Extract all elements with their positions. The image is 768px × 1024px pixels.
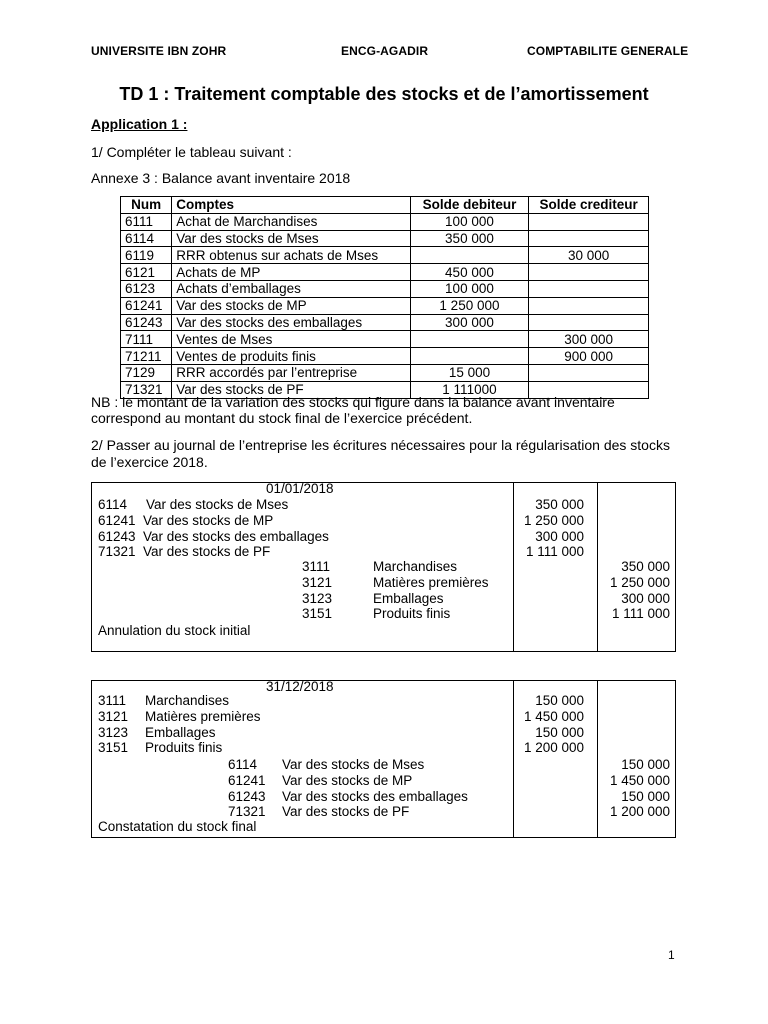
header-comptes: Comptes [172,197,410,214]
credit-account-number: 3111 [302,559,331,574]
credit-account-label: Emballages [373,590,444,606]
balance-header-row [121,197,649,214]
credit-account-number: 3151 [302,606,333,622]
account-number: 61243 [121,314,172,331]
question-2-line-1: 2/ Passer au journal de l’entreprise les écritures nécessaires pour la régularisation des stocks [91,437,670,453]
debit-account-label: Var des stocks de PF [143,544,271,560]
nb-line-2: correspond au montant du stock final de l’exercice précédent. [91,410,473,426]
credit-account-number: 3121 [302,574,333,590]
credit-account-label: Matières premières [373,574,489,590]
debit-balance [410,247,529,264]
nb-line-1: NB : le montant de la variation des stocks qui figure dans la balance avant inventaire [91,394,615,410]
header-debit: Solde debiteur [410,197,529,214]
debit-account-label: Marchandises [145,693,230,708]
table-row [121,331,649,348]
account-name: RRR obtenus sur achats de Mses [172,247,410,264]
account-name: Var des stocks de Mses [172,230,410,247]
account-name: Var des stocks de MP [172,297,410,314]
debit-balance: 350 000 [410,230,529,247]
debit-account-label: Var des stocks de Mses [146,497,289,512]
journal-libelle: Annulation du stock initial [98,623,251,638]
debit-balance [410,331,529,348]
credit-account-label: Var des stocks de Mses [282,757,425,772]
credit-account-number: 61243 [228,788,266,804]
journal-date: 01/01/2018 [266,481,334,496]
debit-amount: 1 200 000 [523,740,584,756]
debit-account-number: 3151 [98,740,129,756]
journal-libelle: Constatation du stock final [98,819,257,834]
credit-amount: 350 000 [621,559,670,574]
annexe-label: Annexe 3 : Balance avant inventaire 2018 [91,170,351,186]
credit-balance [529,213,649,230]
debit-account-number: 3111 [98,693,127,708]
credit-amount: 300 000 [621,590,670,606]
debit-column-divider [513,681,514,837]
account-name: Achat de Marchandises [172,213,410,230]
credit-amount: 1 250 000 [609,574,670,590]
account-number: 6119 [121,247,172,264]
table-row [121,348,649,365]
account-name: RRR accordés par l’entreprise [172,364,410,381]
account-number: 6121 [121,264,172,281]
header-school: ENCG-AGADIR [341,44,429,58]
balance-table [120,196,649,399]
credit-column-divider [597,483,598,651]
application-heading: Application 1 : [91,116,188,132]
debit-account-label: Matières premières [145,708,261,724]
table-row [121,280,649,297]
debit-balance [410,348,529,365]
account-number: 71211 [121,348,172,365]
debit-amount: 150 000 [535,724,584,740]
page-number: 1 [668,948,675,962]
table-row [121,264,649,281]
debit-account-number: 6114 [98,497,128,512]
credit-balance [529,230,649,247]
header-num: Num [121,197,172,214]
account-name: Achats de MP [172,264,410,281]
credit-balance [529,364,649,381]
account-number: 6123 [121,280,172,297]
account-name: Var des stocks des emballages [172,314,410,331]
credit-account-label: Marchandises [373,559,458,574]
debit-account-label: Produits finis [145,740,223,756]
journal-entry-opening [91,482,676,652]
debit-balance: 1 111000 [410,381,529,398]
debit-account-label: Emballages [145,724,216,740]
debit-amount: 1 111 000 [525,544,584,560]
credit-account-label: Produits finis [373,606,451,622]
credit-amount: 150 000 [621,757,670,772]
debit-balance: 15 000 [410,364,529,381]
header-course: COMPTABILITE GENERALE [527,44,689,58]
question-1: 1/ Compléter le tableau suivant : [91,144,292,160]
debit-balance: 100 000 [410,213,529,230]
debit-account-number: 3123 [98,724,129,740]
debit-amount: 150 000 [535,693,584,708]
journal-date: 31/12/2018 [266,679,334,694]
debit-balance: 100 000 [410,280,529,297]
debit-account-number: 61241 [98,512,136,528]
account-number: 61241 [121,297,172,314]
account-number: 6111 [121,213,172,230]
account-number: 6114 [121,230,172,247]
credit-account-number: 71321 [228,804,266,820]
debit-account-number: 3121 [98,708,129,724]
table-row [121,297,649,314]
question-2-line-2: de l’exercice 2018. [91,454,208,470]
credit-amount: 1 450 000 [609,772,670,788]
account-number: 71321 [121,381,172,398]
page-title: TD 1 : Traitement comptable des stocks et de l’amortissement [119,84,649,104]
credit-balance: 300 000 [529,331,649,348]
credit-account-number: 61241 [228,772,266,788]
journal-entry-closing [91,680,676,838]
table-row [121,314,649,331]
debit-amount: 300 000 [535,528,584,544]
debit-balance: 450 000 [410,264,529,281]
credit-account-label: Var des stocks des emballages [282,788,468,804]
table-row [121,213,649,230]
debit-amount: 350 000 [535,497,584,512]
credit-account-label: Var des stocks de PF [282,804,410,820]
credit-balance [529,297,649,314]
debit-column-divider [513,483,514,651]
table-row [121,230,649,247]
header-university: UNIVERSITE IBN ZOHR [91,44,227,58]
credit-balance [529,264,649,281]
debit-account-label: Var des stocks des emballages [143,528,329,544]
header-credit: Solde crediteur [529,197,649,214]
credit-balance [529,280,649,297]
account-name: Ventes de Mses [172,331,410,348]
debit-balance: 1 250 000 [410,297,529,314]
credit-column-divider [597,681,598,837]
account-name: Achats d’emballages [172,280,410,297]
account-number: 7129 [121,364,172,381]
debit-account-number: 71321 [98,544,136,560]
credit-account-number: 3123 [302,590,333,606]
account-name: Ventes de produits finis [172,348,410,365]
debit-amount: 1 450 000 [523,708,584,724]
account-name: Var des stocks de PF [172,381,410,398]
table-row [121,364,649,381]
credit-balance: 900 000 [529,348,649,365]
credit-amount: 1 200 000 [609,804,670,820]
credit-account-label: Var des stocks de MP [282,772,413,788]
debit-amount: 1 250 000 [523,512,584,528]
credit-amount: 1 111 000 [611,606,670,622]
debit-account-number: 61243 [98,528,136,544]
credit-balance: 30 000 [529,247,649,264]
debit-account-label: Var des stocks de MP [143,512,274,528]
credit-balance [529,314,649,331]
credit-account-number: 6114 [228,757,258,772]
table-row [121,247,649,264]
account-number: 7111 [121,331,172,348]
credit-amount: 150 000 [621,788,670,804]
debit-balance: 300 000 [410,314,529,331]
